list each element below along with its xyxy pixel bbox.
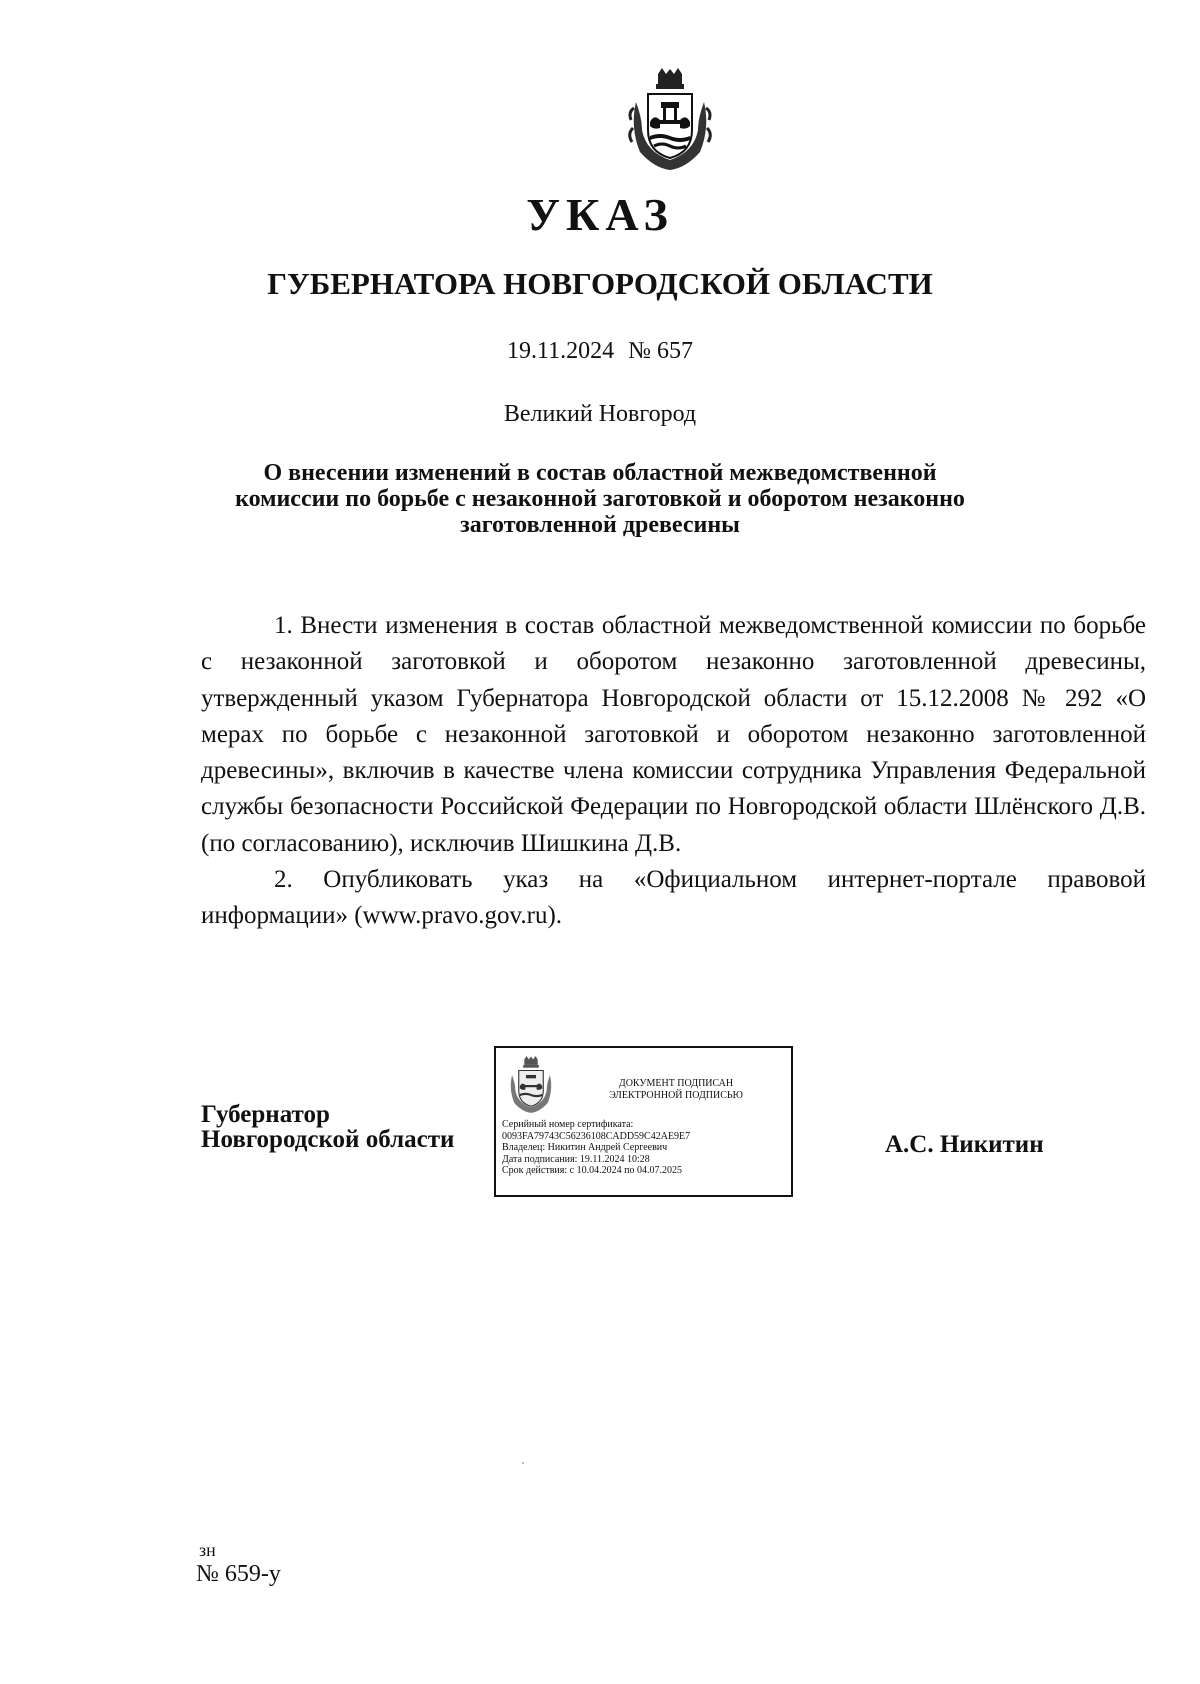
- certificate-label: Серийный номер сертификата:: [502, 1119, 634, 1130]
- decree-body: [201, 608, 1146, 935]
- certificate-validity: Срок действия: с 10.04.2024 по 04.07.2025: [502, 1165, 682, 1177]
- certificate-owner: Владелец: Никитин Андрей Сергеевич: [502, 1142, 668, 1154]
- executor-code: зн: [199, 1540, 216, 1560]
- electronic-signature-stamp: [494, 1046, 793, 1197]
- body-paragraph: 1. Внести изменения в состав областной межведомственной комиссии по борьбе с незаконной заготовкой и оборотом незаконно заготовленной древесины, утвержденный указом Губернатора Новгородской области от 15.12.2008 № 292 «О мерах по борьбе с незаконной заготовкой и оборотом незаконно заготовленной древесины», включив в качестве члена комиссии сотрудника Управления Федеральной службы безопасности Российской Федерации по Новгородской области Шлёнского Д.В. (по согласованию), исключив Шишкина Д.В.: [201, 612, 1146, 857]
- coat-of-arms-icon: [628, 68, 712, 172]
- document-title: УКАЗ: [526, 189, 674, 240]
- signing-date: Дата подписания: 19.11.2024 10:28: [502, 1153, 650, 1165]
- certificate-number: 0093FA79743C56236108CADD59C42AE9E7: [502, 1130, 691, 1142]
- registration-number: № 659-у: [196, 1561, 281, 1587]
- body-paragraph: 2. Опубликовать указ на «Официальном интернет-портале правовой информации» (www.pravo.gov.ru).: [201, 866, 1146, 930]
- stamp-heading-line: ДОКУМЕНТ ПОДПИСАН: [618, 1078, 734, 1089]
- document-date: 19.11.2024: [506, 338, 615, 364]
- scan-speck: [522, 1462, 524, 1464]
- stamp-details: [502, 1119, 792, 1177]
- decree-heading: [0, 460, 1200, 538]
- signer-position-line: Новгородской области: [201, 1126, 455, 1153]
- coat-of-arms-icon: [506, 1056, 556, 1114]
- signer-name: А.С. Никитин: [885, 1131, 1044, 1158]
- heading-line: комиссии по борьбе с незаконной заготовкой и оборотом незаконно: [235, 486, 965, 512]
- heading-line: О внесении изменений в состав областной межведомственной: [263, 460, 937, 486]
- stamp-heading-line: ЭЛЕКТРОННОЙ ПОДПИСЬЮ: [609, 1090, 743, 1101]
- document-number: № 657: [628, 338, 693, 364]
- signer-position: [201, 1102, 454, 1152]
- document-subtitle: ГУБЕРНАТОРА НОВГОРОДСКОЙ ОБЛАСТИ: [267, 266, 933, 301]
- city: Великий Новгород: [503, 401, 697, 427]
- signer-position-line: Губернатор: [201, 1101, 330, 1128]
- stamp-heading: [562, 1078, 790, 1102]
- date-number-line: [0, 338, 1200, 365]
- heading-line: заготовленной древесины: [460, 512, 740, 538]
